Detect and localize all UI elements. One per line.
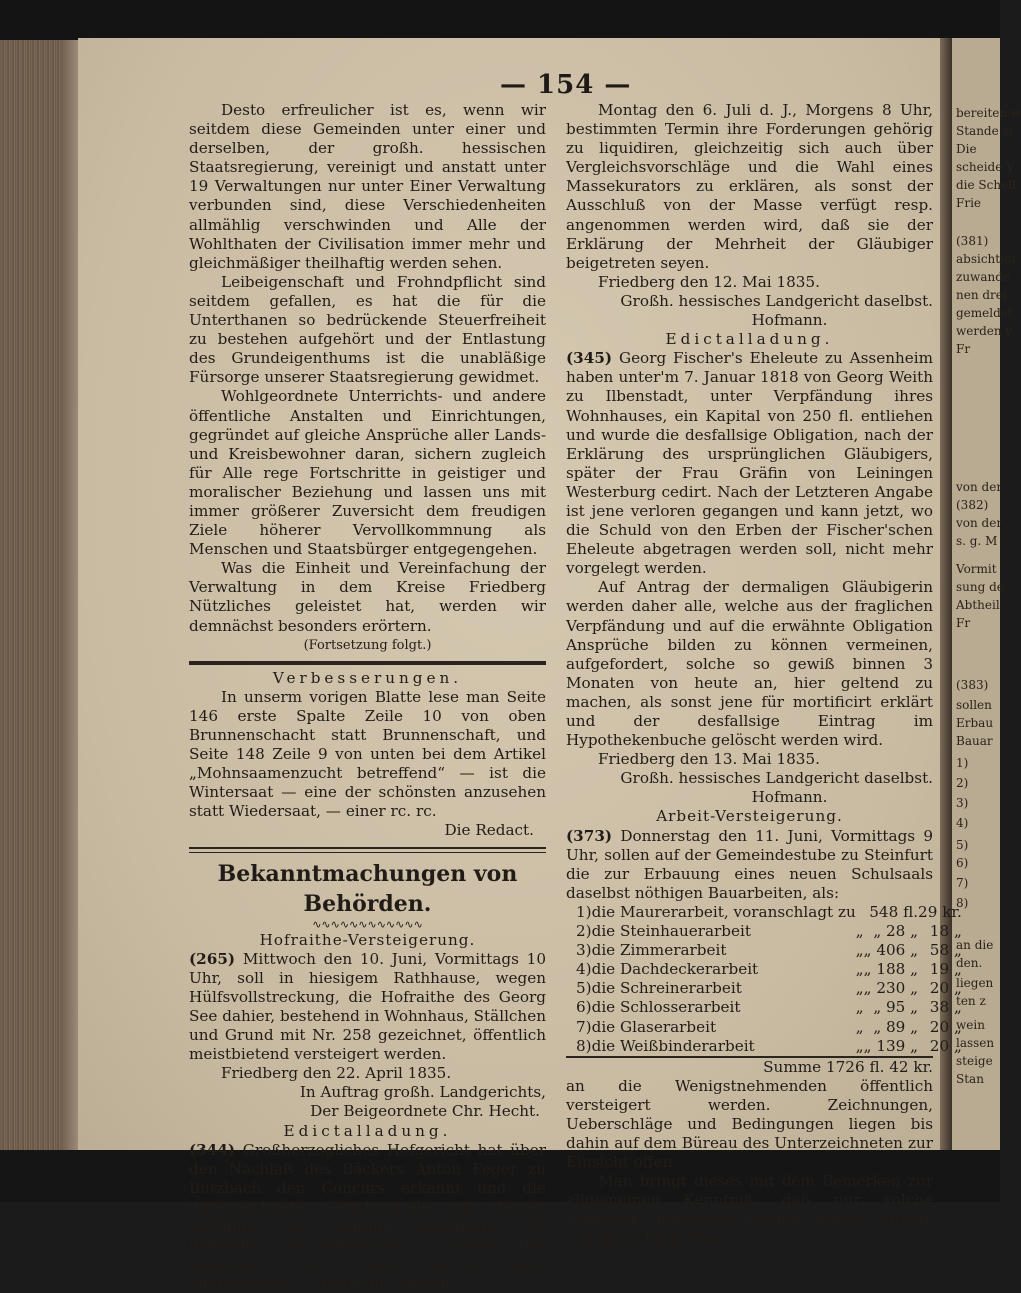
notice-signature: Der Beigeordnete Chr. Hecht.: [310, 1102, 540, 1121]
facing-page-fragment: (383): [956, 678, 989, 692]
item-label: die Maurerarbeit, voranschlagt zu: [591, 902, 856, 921]
section-divider: [189, 847, 546, 853]
notice-text: an die Wenigstnehmenden öffentlich versteigert werden. Zeichnungen, Ueberschläge und Bedingungen liegen bis dahin auf dem Büreau des Unterzeichneten zur Einsicht offen.: [566, 1076, 933, 1172]
item-number: 6): [576, 998, 592, 1017]
facing-page-fragment: 1): [956, 756, 969, 770]
notice-title: Hofraithe-Versteigerung.: [259, 930, 476, 949]
item-gulden: „ 188 „: [863, 960, 919, 979]
ditto-mark: „: [855, 960, 864, 979]
book-page-edges: [0, 40, 78, 1160]
item-label: die Zimmerarbeit: [591, 941, 727, 960]
facing-page-fragment: 8): [956, 896, 969, 910]
cost-row: [566, 1037, 962, 1056]
facing-page-fragment: steige: [956, 1054, 993, 1068]
facing-page-fragment: liegen: [956, 976, 994, 990]
item-gulden: „ 406 „: [863, 941, 919, 960]
ditto-mark: [856, 903, 864, 922]
item-kreuzer: 20 „: [929, 1017, 962, 1036]
scan-top-border: [0, 0, 1000, 40]
section-title: Bekanntmachungen von Behörden.: [217, 860, 518, 917]
corrections-heading: Verbesserungen.: [272, 668, 463, 687]
facing-page-fragment: den.: [956, 956, 983, 970]
item-number: 8): [576, 1036, 592, 1055]
facing-page-fragment: ten z: [956, 994, 986, 1008]
facing-page-fragment: wein: [956, 1018, 985, 1032]
facing-page-fragment: werden v: [956, 324, 1013, 338]
notice-title: Edictalladung.: [665, 330, 834, 349]
cost-row: [566, 922, 962, 941]
cost-row: [566, 1018, 962, 1037]
notice-text: Georg Fischer's Eheleute zu Assenheim haben unter'm 7. Januar 1818 von Georg Weith zu Ilbenstadt, unter Verpfändung ihres Wohnhauses, ein Kapital von 250 fl. entliehen und wurde die desfallsige Obligation, nach der Erklärung des ursprünglichen Gläubigers, später der Frau Gräfin von Leiningen Westerburg cedirt. Nach der Letzteren Angabe ist jene verloren gegangen und kann jetzt, wo die Schuld von den Erben der Fischer'schen Eheleute abgetragen werden soll, nicht mehr vorgelegt werden.: [566, 349, 933, 578]
facing-page-fragment: Stande si: [956, 124, 1013, 138]
page-number: — 154 —: [500, 70, 632, 100]
item-number: 3): [576, 941, 592, 960]
item-kreuzer: 38 „: [929, 998, 962, 1017]
facing-page-fragment: sollen: [956, 698, 992, 712]
facing-page-fragment: an die: [956, 938, 994, 952]
item-gulden: „ 95 „: [873, 998, 919, 1017]
ditto-mark: „: [855, 998, 864, 1017]
item-kreuzer: 20 „: [929, 979, 962, 998]
notice-title: Edictalladung.: [283, 1121, 452, 1140]
notice-date: Friedberg den 13. Mai 1835.: [598, 750, 820, 769]
facing-page-fragment: sung de: [956, 580, 1004, 594]
ditto-mark: „: [855, 1036, 864, 1055]
facing-page-fragment: 6): [956, 856, 969, 870]
notice-number: (345): [566, 349, 613, 368]
paragraph: Montag den 6. Juli d. J., Morgens 8 Uhr, bestimmten Termin ihre Forderungen gehörig zu liquidiren, gleichzeitig sich auch über Vergleichsvorschläge und die Wahl eines Massekurators zu erklären, als sonst der Ausschluß von der Masse verfügt resp. angenommen werden wird, daß sie der Erklärung der Mehrheit der Gläubiger beigetreten seyen.: [566, 101, 933, 272]
ornament-rule: ∿∿∿∿∿∿∿∿∿∿∿∿: [312, 917, 423, 931]
item-gulden: 548 fl.: [869, 902, 919, 921]
item-gulden: „ 139 „: [863, 1036, 919, 1055]
item-gulden: „ 89 „: [873, 1017, 919, 1036]
item-gulden: „ 230 „: [863, 979, 919, 998]
paragraph: Desto erfreulicher ist es, wenn wir seitdem diese Gemeinden unter einer und derselben, der großh. hessischen Staatsregierung, vereinigt und anstatt unter 19 Verwaltungen nur unter Einer Verwaltung verbunden sind, diese Verschiedenheiten allmählig verschwinden und Alle der Wohlthaten der Civilisation immer mehr und gleichmäßiger theilhaftig werden sehen.: [189, 101, 546, 272]
facing-page-fragment: von der: [956, 480, 1003, 494]
item-kreuzer: 20 „: [929, 1036, 962, 1055]
item-number: 5): [576, 979, 592, 998]
item-kreuzer: 19 „: [929, 960, 962, 979]
item-label: die Dachdeckerarbeit: [591, 960, 759, 979]
facing-page-fragment: bereiten w: [956, 106, 1021, 120]
facing-page-fragment: (381): [956, 234, 989, 248]
facing-page-fragment: Abtheil: [956, 598, 1000, 612]
notice-signature: In Auftrag großh. Landgerichts,: [299, 1083, 546, 1102]
facing-page-fragment: 5): [956, 838, 969, 852]
cost-row: [566, 903, 962, 922]
notice-number: (265): [189, 949, 236, 968]
ditto-mark: „: [855, 941, 864, 960]
facing-page-fragment: lassen: [956, 1036, 995, 1050]
facing-page-fragment: 3): [956, 796, 969, 810]
notice-text: Mittwoch den 10. Juni, Vormittags 10 Uhr, soll in hiesigem Rathhause, wegen Hülfsvollstreckung, die Hofraithe des Georg See dahier, bestehend in Wohnhaus, Ställchen und Grund mit Nr. 258 gezeichnet, öffentlich meistbietend versteigert werden.: [189, 949, 546, 1064]
corrections-text: In unserm vorigen Blatte lese man Seite 146 erste Spalte Zeile 10 von oben Brunnenschacht statt Brunnenschaft, und Seite 148 Zeile 9 von unten bei dem Artikel „Mohnsaamenzucht betreffend“ — ist die Wintersaat — eine der schönsten anzusehen statt Wiedersaat, — einer rc. rc.: [189, 687, 546, 821]
facing-page-fragment: nen drei: [956, 288, 1007, 302]
item-label: die Glaserarbeit: [591, 1017, 717, 1036]
item-kreuzer: 18 „: [929, 922, 962, 941]
item-number: 2): [576, 922, 592, 941]
cost-row: [566, 941, 962, 960]
item-label: die Steinhauerarbeit: [591, 922, 751, 941]
continuation-note: (Fortsetzung folgt.): [303, 637, 432, 653]
ditto-mark: „: [855, 1017, 864, 1036]
facing-page-fragment: s. g. M: [956, 534, 998, 548]
cost-table: [566, 903, 962, 1056]
notice-title: Arbeit-Versteigerung.: [656, 807, 843, 826]
paragraph: Wohlgeordnete Unterrichts- und andere öffentliche Anstalten und Einrichtungen, gegründet auf gleiche Ansprüche aller Lands- und Kreisbewohner daran, sichern zugleich für Alle rege Fortschritte in geistiger und moralischer Beziehung und lassen uns mit immer größerer Zuversicht dem freudigen Ziele höherer Vervollkommnung als Menschen und Staatsbürger entgegengehen.: [189, 387, 546, 559]
notice-number: (344): [189, 1140, 236, 1159]
right-column: [566, 101, 962, 1249]
item-kreuzer: 58 „: [929, 941, 962, 960]
cost-row: [566, 998, 962, 1017]
facing-page-fragment: 7): [956, 876, 969, 890]
court-name: Großh. hessisches Landgericht daselbst.: [620, 769, 933, 788]
cost-row: [566, 960, 962, 979]
paragraph: Was die Einheit und Vereinfachung der Verwaltung in dem Kreise Friedberg Nützliches geleistet hat, werden wir demnächst besonders erörtern.: [189, 559, 546, 635]
judge-name: Hofmann.: [751, 788, 828, 807]
judge-name: Hofmann.: [751, 311, 828, 330]
facing-page-fragment: Vormit: [956, 562, 997, 576]
item-label: die Schreinerarbeit: [591, 979, 742, 998]
facing-page-fragment: 4): [956, 816, 969, 830]
notice-text: Donnerstag den 11. Juni, Vormittags 9 Uhr, sollen auf der Gemeindestube zu Steinfurt die zur Erbauung eines neuen Schulsaals daselbst nöthigen Bauarbeiten, als:: [566, 826, 933, 902]
editor-signature: Die Redact.: [444, 821, 534, 840]
court-name: Großh. hessisches Landgericht daselbst.: [620, 291, 933, 310]
notice-text: Großherzogliches Hofgericht hat über den Nachlaß des Bäckers Anton Feger zu Butzbach den Concurs erkannt und die unterzeichnete Gerichtsstelle mit dessen Eröffnung und Leitung beauftragt. Alle bekannte und unbekannte Gläubiger des gedachten Anton Feger werden daher aufgefordert, so gewiß in dem auf: [189, 1140, 547, 1293]
cost-row: [566, 979, 962, 998]
notice-text: Man bringt dieses mit dem Bemerken zur allgemeinen Kenntniß, daß nur solche Steigerer zugelassen werden, welche Atteste von ihren Bürgermei-: [566, 1172, 933, 1248]
item-number: 7): [576, 1017, 592, 1036]
facing-page-fragment: Erbau: [956, 716, 994, 730]
ditto-mark: „: [855, 979, 864, 998]
item-number: 1): [576, 902, 592, 921]
facing-page-fragment: Bauar: [956, 734, 993, 748]
facing-page-fragment: zuwande: [956, 270, 1010, 284]
item-gulden: „ 28 „: [873, 922, 919, 941]
notice-date: Friedberg den 12. Mai 1835.: [598, 272, 820, 291]
notice-number: (373): [566, 826, 613, 845]
facing-page-fragment: die Schell: [956, 178, 1016, 192]
facing-page-fragment: gemeldet: [956, 306, 1013, 320]
section-divider: [189, 661, 546, 665]
facing-page-fragment: 2): [956, 776, 969, 790]
notice-date: Friedberg den 22. April 1835.: [221, 1064, 452, 1083]
facing-page-fragment: scheide V: [956, 160, 1015, 174]
facing-page-fragment: Fr: [956, 342, 971, 356]
facing-page-fragment: von der: [956, 516, 1003, 530]
facing-page-fragment: Die: [956, 142, 977, 156]
item-label: die Weißbinderarbeit: [591, 1036, 755, 1055]
paragraph: Leibeigenschaft und Frohndpflicht sind seitdem gefallen, es hat die für die Unterthanen so bedrückende Steuerfreiheit zu bestehen aufgehört und der Entlastung des Grundeigenthums ist die unabläßige Fürsorge unserer Staatsregierung gewidmet.: [189, 272, 546, 387]
item-kreuzer: 29 kr.: [918, 902, 962, 921]
item-number: 4): [576, 960, 592, 979]
facing-page-fragment: Fr: [956, 616, 971, 630]
ditto-mark: „: [855, 922, 864, 941]
facing-page-fragment: absichtigt: [956, 252, 1017, 266]
facing-page-fragment: (382): [956, 498, 989, 512]
cost-total: Summe 1726 fl. 42 kr.: [566, 1056, 933, 1077]
left-column: [189, 101, 546, 1293]
item-label: die Schlosserarbeit: [591, 998, 741, 1017]
notice-text: Auf Antrag der dermaligen Gläubigerin werden daher alle, welche aus der fraglichen Verpfändung und auf die erwähnte Obligation Ansprüche bilden zu können vermeinen, aufgefordert, solche so gewiß binnen 3 Monaten von heute an, hier geltend zu machen, als sonst jene für mortificirt erklärt und der desfallsige Eintrag im Hypothekenbuche gelöscht werden wird.: [566, 578, 933, 750]
facing-page-fragment: Stan: [956, 1072, 984, 1086]
facing-page-fragment: Frie: [956, 196, 982, 210]
